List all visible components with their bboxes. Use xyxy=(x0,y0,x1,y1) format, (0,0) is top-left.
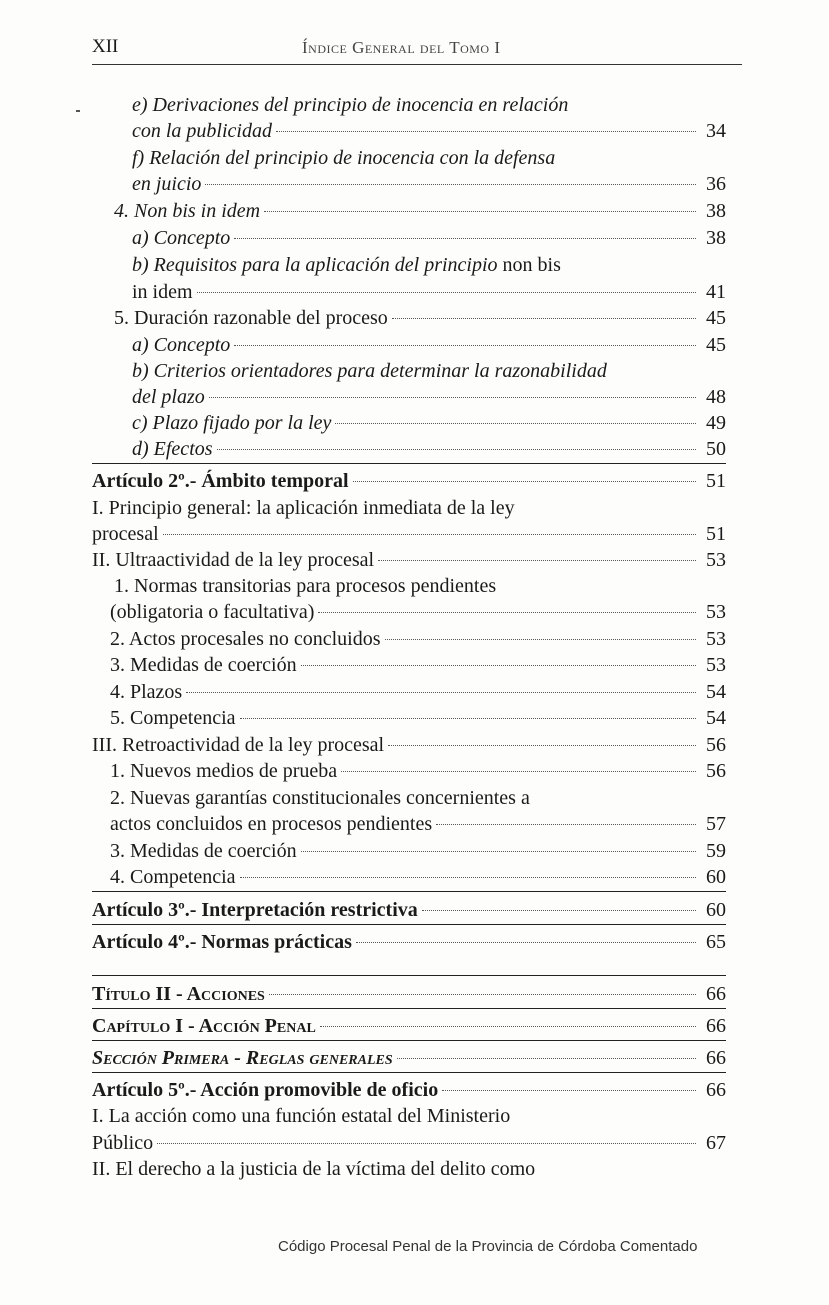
toc-entry: a) Concepto 45 xyxy=(132,334,726,356)
toc-entry: III. Retroactividad de la ley procesal 56 xyxy=(92,734,726,756)
divider xyxy=(92,1040,726,1041)
toc-entry: in idem 41 xyxy=(132,281,726,303)
running-title: Índice General del Tomo I xyxy=(302,38,501,57)
toc-entry-line: b) Criterios orientadores para determinar la razonabilidad xyxy=(132,360,607,382)
toc-entry-line: I. La acción como una función estatal del Ministerio xyxy=(92,1105,511,1127)
divider xyxy=(92,1008,726,1009)
toc-entry: d) Efectos 50 xyxy=(132,438,726,460)
toc-entry-line: 1. Normas transitorias para procesos pendientes xyxy=(114,575,497,597)
toc-entry: a) Concepto 38 xyxy=(132,227,726,249)
toc-entry: Artículo 3º.- Interpretación restrictiva 60 xyxy=(92,899,726,921)
toc-entry: Título II - Acciones 66 xyxy=(92,983,726,1005)
toc-entry: 4. Non bis in idem 38 xyxy=(114,200,726,222)
toc-entry: Sección Primera - Reglas generales 66 xyxy=(92,1047,726,1069)
page-number: XII xyxy=(92,36,119,57)
toc-entry-line: e) Derivaciones del principio de inocencia en relación xyxy=(132,94,569,116)
toc-entry: Público 67 xyxy=(92,1132,726,1154)
toc-entry: procesal 51 xyxy=(92,523,726,545)
toc-entry: c) Plazo fijado por la ley 49 xyxy=(132,412,726,434)
toc-entry: 2. Actos procesales no concluidos 53 xyxy=(110,628,726,650)
page-footer: Código Procesal Penal de la Provincia de Córdoba Comentado xyxy=(278,1238,698,1255)
toc-entry: 4. Competencia 60 xyxy=(110,866,726,888)
toc-entry: actos concluidos en procesos pendientes 57 xyxy=(110,813,726,835)
toc-entry: Artículo 2º.- Ámbito temporal 51 xyxy=(92,470,726,492)
toc-entry: Artículo 5º.- Acción promovible de oficio 66 xyxy=(92,1079,726,1101)
toc-entry: 5. Competencia 54 xyxy=(110,707,726,729)
toc-entry-line: b) Requisitos para la aplicación del principio non bis xyxy=(132,254,561,276)
toc-entry-line: I. Principio general: la aplicación inmediata de la ley xyxy=(92,497,515,519)
toc-entry: 3. Medidas de coerción 59 xyxy=(110,840,726,862)
divider xyxy=(92,924,726,925)
toc-entry: 5. Duración razonable del proceso 45 xyxy=(114,307,726,329)
toc-entry: 4. Plazos 54 xyxy=(110,681,726,703)
toc-entry: del plazo 48 xyxy=(132,386,726,408)
toc-entry: 1. Nuevos medios de prueba 56 xyxy=(110,760,726,782)
toc-entry: II. Ultraactividad de la ley procesal 53 xyxy=(92,549,726,571)
toc-entry: Capítulo I - Acción Penal 66 xyxy=(92,1015,726,1037)
toc-entry: en juicio 36 xyxy=(132,173,726,195)
toc-entry-line: II. El derecho a la justicia de la víctima del delito como xyxy=(92,1158,536,1180)
toc-entry-line: 2. Nuevas garantías constitucionales concernientes a xyxy=(110,787,530,809)
toc-entry: (obligatoria o facultativa) 53 xyxy=(110,601,726,623)
divider xyxy=(92,891,726,892)
toc-entry: 3. Medidas de coerción 53 xyxy=(110,654,726,676)
divider xyxy=(92,975,726,976)
divider xyxy=(92,463,726,464)
divider xyxy=(92,1072,726,1073)
toc-entry: con la publicidad 34 xyxy=(132,120,726,142)
toc-entry: Artículo 4º.- Normas prácticas 65 xyxy=(92,931,726,953)
toc-entry-line: f) Relación del principio de inocencia con la defensa xyxy=(132,147,556,169)
